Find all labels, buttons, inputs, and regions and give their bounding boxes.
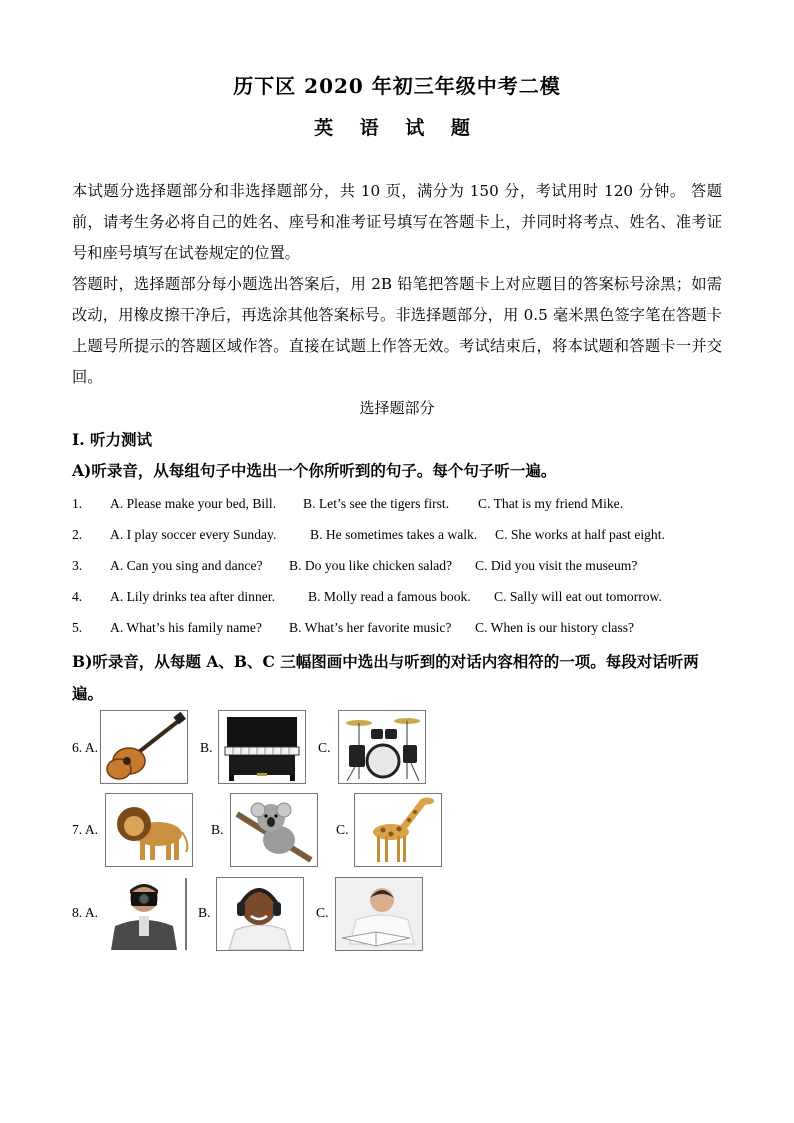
photographer-icon (100, 877, 188, 951)
part-b-heading: B)听录音，从每题 A、B、C 三幅图画中选出与听到的对话内容相符的一项。每段对话听两遍。 (72, 652, 699, 703)
option-b: B. He sometimes takes a walk. (310, 527, 478, 542)
giraffe-icon (354, 793, 442, 867)
picture-question-label: B. (200, 740, 213, 755)
option-a: A. What’s his family name? (110, 620, 262, 635)
option-b: B. Let’s see the tigers first. (303, 496, 450, 511)
option-a: A. Please make your bed, Bill. (110, 496, 277, 511)
option-c: C. Sally will eat out tomorrow. (494, 589, 662, 604)
option-a: A. I play soccer every Sunday. (110, 527, 277, 542)
reading-person-icon (335, 877, 423, 951)
question-number: 3. (72, 558, 83, 573)
guitar-icon (100, 710, 188, 784)
option-a: A. Can you sing and dance? (110, 558, 263, 573)
drum-kit-icon (338, 710, 426, 784)
question-number: 1. (72, 496, 83, 511)
question-number: 4. (72, 589, 83, 604)
option-c: C. She works at half past eight. (495, 527, 665, 542)
picture-question-label: B. (211, 822, 224, 837)
lion-icon (105, 793, 193, 867)
picture-question-label: 7. A. (72, 822, 99, 837)
exam-title: 历下区 2020 年初三年级中考二模 (233, 74, 561, 98)
option-a: A. Lily drinks tea after dinner. (110, 589, 275, 604)
picture-question-label: C. (336, 822, 349, 837)
option-b: B. Molly read a famous book. (308, 589, 471, 604)
option-c: C. Did you visit the museum? (475, 558, 638, 573)
question-number: 2. (72, 527, 83, 542)
part-heading: I. 听力测试 (72, 430, 153, 449)
picture-question-label: B. (198, 905, 211, 920)
instructions-paragraph-1: 本试题分选择题部分和非选择题部分，共 10 页，满分为 150 分，考试用时 120 分钟。 答题前，请考生务必将自己的姓名、座号和准考证号填写在答题卡上，并同时将考点、姓名、准考证号和座号填写在试卷规定的位置。 (72, 182, 722, 262)
question-number: 5. (72, 620, 83, 635)
picture-question-label: 6. A. (72, 740, 99, 755)
exam-subject: 英 语 试 题 (314, 117, 480, 139)
option-c: C. That is my friend Mike. (478, 496, 624, 511)
option-c: C. When is our history class? (475, 620, 635, 635)
picture-question-label: 8. A. (72, 905, 99, 920)
section-title: 选择题部分 (359, 399, 435, 417)
picture-question-label: C. (316, 905, 329, 920)
piano-icon (218, 710, 306, 784)
option-b: B. Do you like chicken salad? (289, 558, 453, 573)
part-a-heading: A)听录音，从每组句子中选出一个你所听到的句子。每个句子听一遍。 (72, 461, 557, 480)
koala-icon (230, 793, 318, 867)
headphones-person-icon (216, 877, 304, 951)
instructions-paragraph-2: 答题时，选择题部分每小题选出答案后，用 2B 铅笔把答题卡上对应题目的答案标号涂黑；如需改动，用橡皮擦干净后，再选涂其他答案标号。非选择题部分，用 0.5 毫米黑色签字笔在答题卡上题号所提示的答题区域作答。直接在试题上作答无效。考试结束后，将本试题和答题卡一并交回。 (72, 275, 722, 386)
picture-question-label: C. (318, 740, 331, 755)
option-b: B. What’s her favorite music? (289, 620, 452, 635)
